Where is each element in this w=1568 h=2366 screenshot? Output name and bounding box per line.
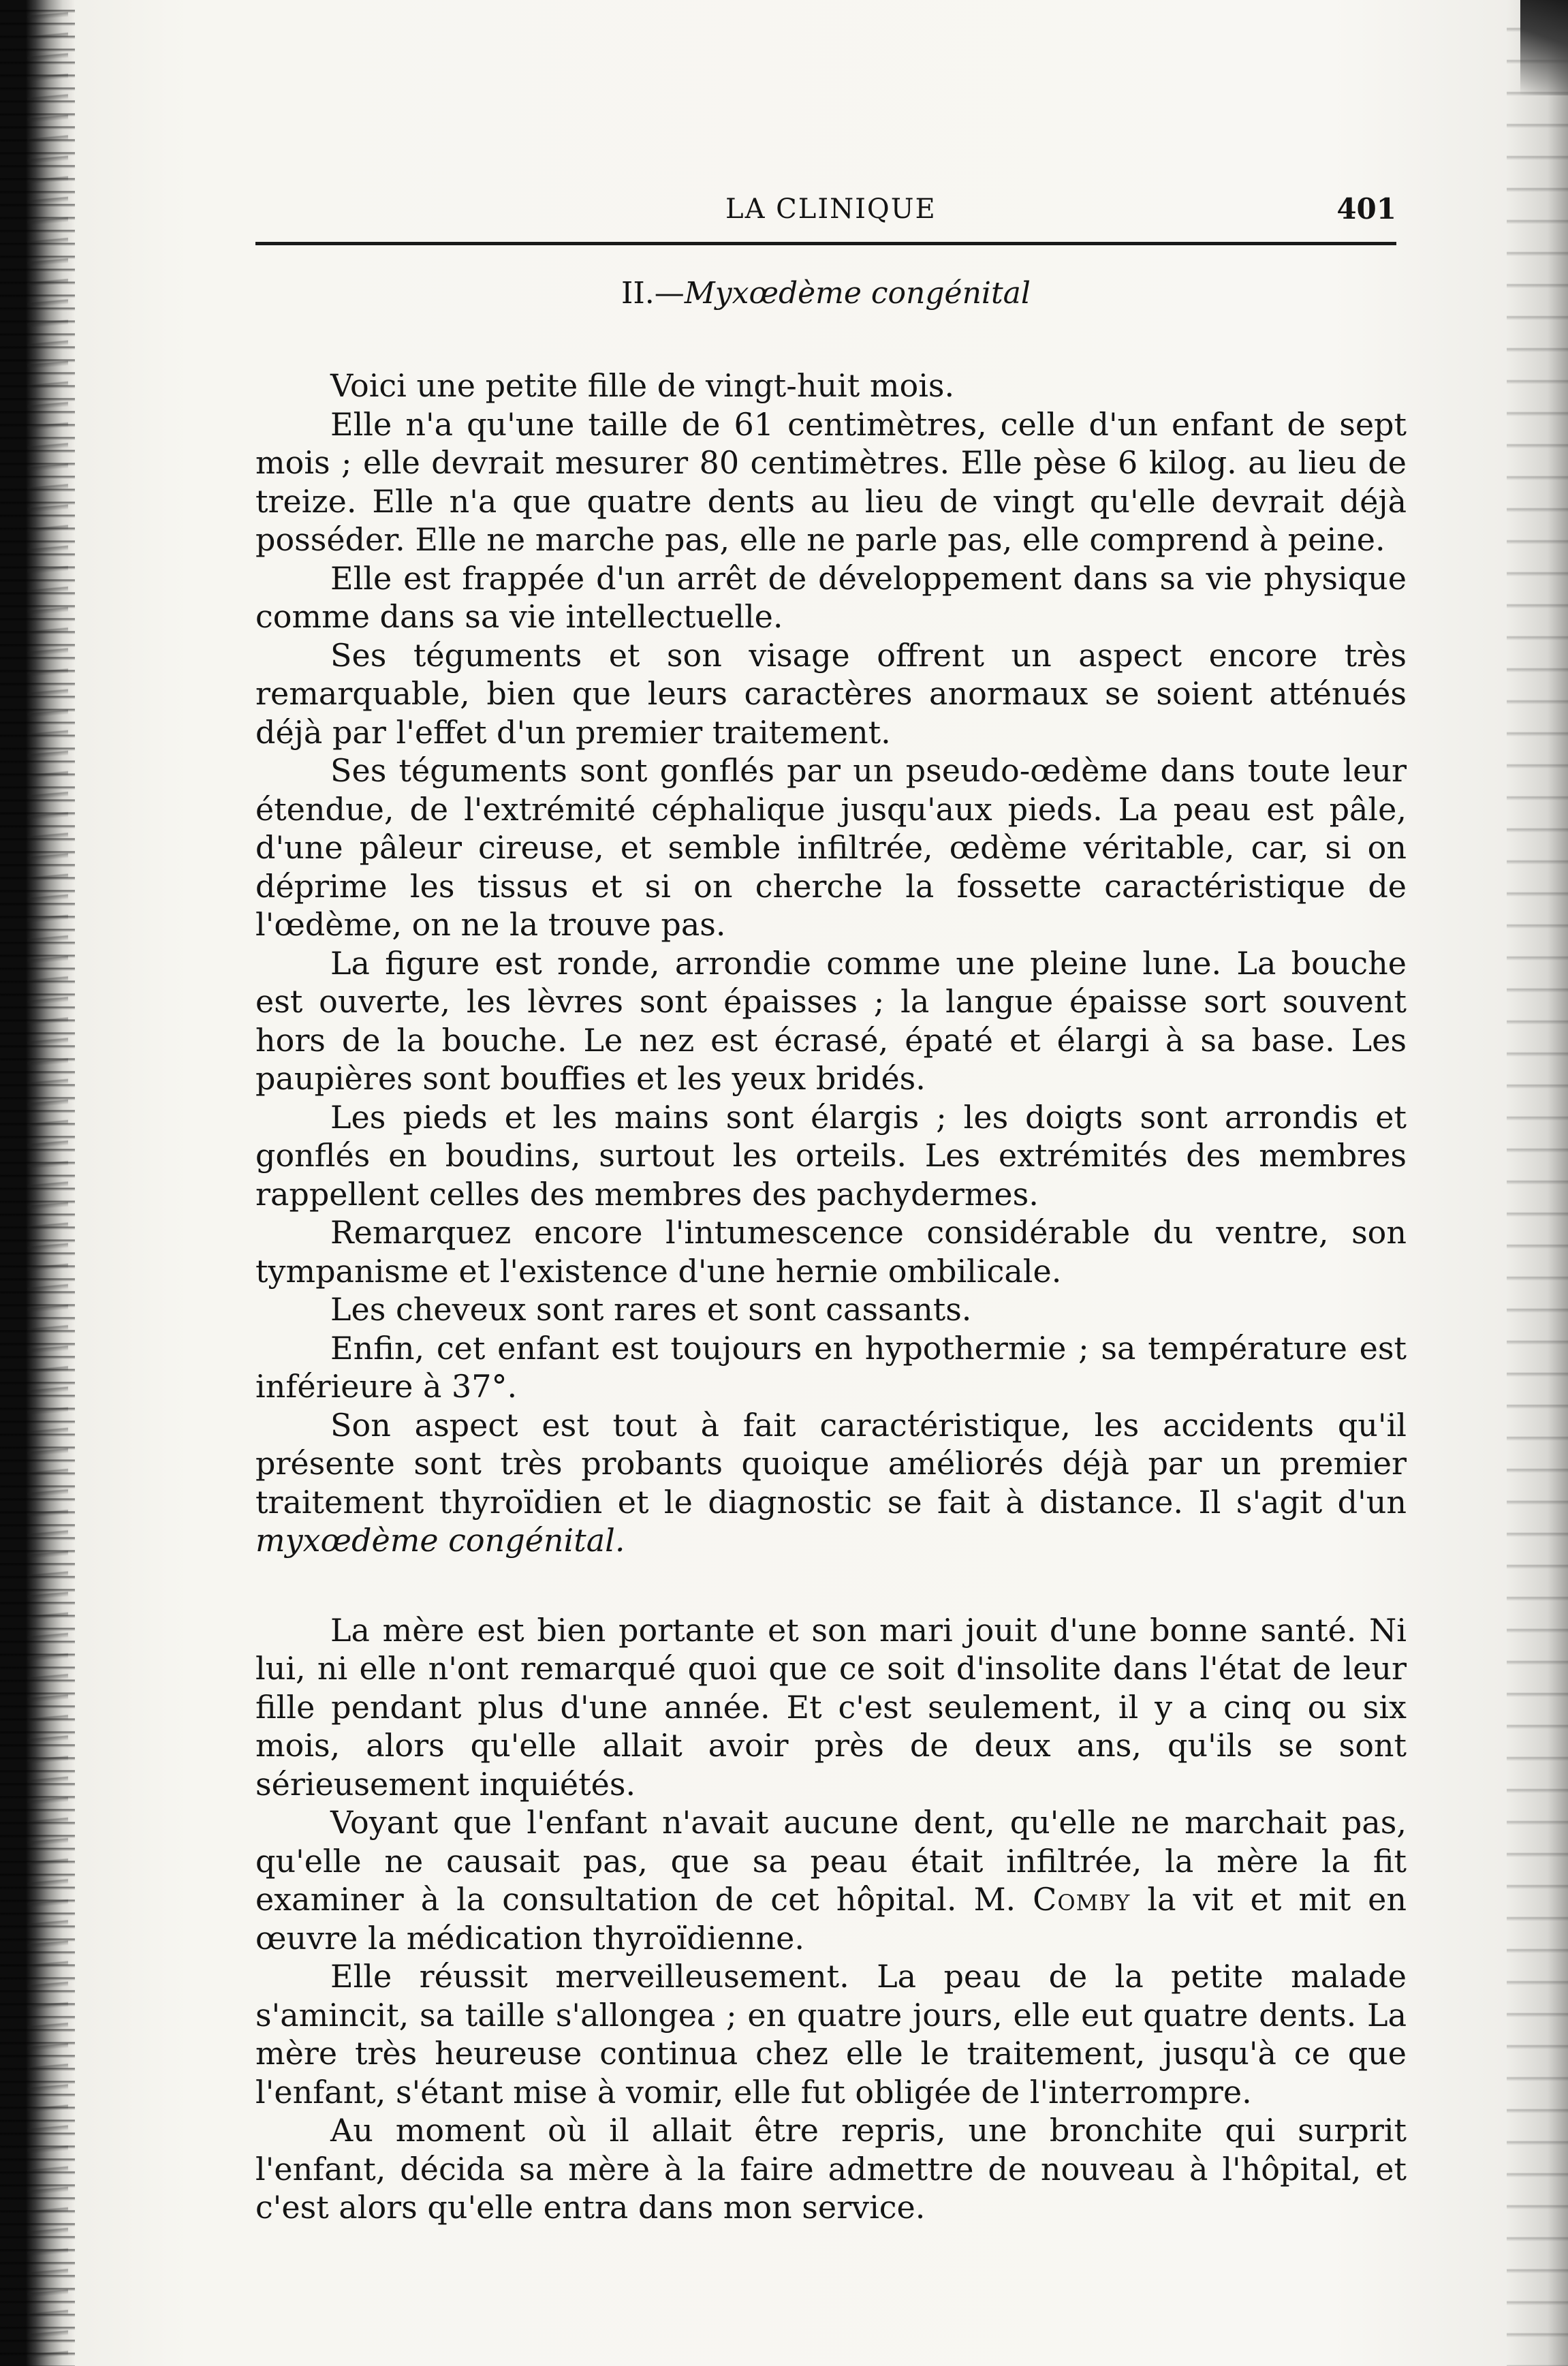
page-header bbox=[255, 184, 1396, 232]
paragraph: La mère est bien portante et son mari jouit d'une bonne santé. Ni lui, ni elle n'ont remarqué quoi que ce soit d'insolite dans l'état de leur fille pendant plus d'une année. Et c'est seulement, il y a cinq ou six mois, alors qu'elle allait avoir près de deux ans, qu'ils se sont sérieusement inquiétés. bbox=[255, 1611, 1407, 1803]
diagnosis-text: Son aspect est tout à fait caractéristique, les accidents qu'il présente sont très probants quoique améliorés déjà par un premier traitement thyroïdien et le diagnostic se fait à distance. Il s'agit d'un bbox=[255, 1406, 1407, 1521]
running-title: LA CLINIQUE bbox=[725, 193, 937, 225]
section-heading bbox=[255, 276, 1396, 311]
paragraph: Ses téguments sont gonflés par un pseudo-œdème dans toute leur étendue, de l'extrémité céphalique jusqu'aux pieds. La peau est pâle, d'une pâleur cireuse, et semble infiltrée, œdème véritable, car, si on déprime les tissus et si on cherche la fossette caractéristique de l'œdème, on ne la trouve pas. bbox=[255, 752, 1407, 943]
diagnosis-italic: myxœdème congénital. bbox=[255, 1522, 625, 1559]
body-text bbox=[255, 367, 1407, 2227]
paragraph: La figure est ronde, arrondie comme une pleine lune. La bouche est ouverte, les lèvres sont épaisses ; la langue épaisse sort souvent hors de la bouche. Le nez est écrasé, épaté et élargi à sa base. Les paupières sont bouffies et les yeux bridés. bbox=[255, 944, 1407, 1097]
paragraph: Voici une petite fille de vingt-huit mois. bbox=[330, 367, 955, 404]
paragraph: Ses téguments et son visage offrent un aspect encore très remarquable, bien que leurs caractères anormaux se soient atténués déjà par l'effet d'un premier traitement. bbox=[255, 636, 1407, 751]
page-number: 401 bbox=[1336, 192, 1396, 225]
paragraph: Elle n'a qu'une taille de 61 centimètres, celle d'un enfant de sept mois ; elle devrait mesurer 80 centimètres. Elle pèse 6 kilog. au lieu de treize. Elle n'a que quatre dents au lieu de vingt qu'elle devrait déjà posséder. Elle ne marche pas, elle ne parle pas, elle comprend à peine. bbox=[255, 405, 1407, 558]
paragraph: Elle réussit merveilleusement. La peau de la petite malade s'amincit, sa taille s'allongea ; en quatre jours, elle eut quatre dents. La mère très heureuse continua chez elle le traitement, jusqu'à ce que l'enfant, s'étant mise à vomir, elle fut obligée de l'interrompre. bbox=[255, 1958, 1407, 2111]
combv-after: la vit et mit en œuvre la médication thyroïdienne. bbox=[255, 1881, 1407, 1957]
paragraph: Les pieds et les mains sont élargis ; les doigts sont arrondis et gonflés en boudins, surtout les orteils. Les extrémités des membres rappellent celles des membres des pachydermes. bbox=[255, 1098, 1407, 1213]
paragraph-diagnosis bbox=[255, 1406, 1407, 1560]
paragraph: Elle est frappée d'un arrêt de développement dans sa vie physique comme dans sa vie intellectuelle. bbox=[255, 559, 1407, 635]
combv-name: Comby bbox=[1033, 1881, 1131, 1918]
binding-shadow bbox=[0, 0, 75, 2366]
paragraph: Au moment où il allait être repris, une bronchite qui surprit l'enfant, décida sa mère à la faire admettre de nouveau à l'hôpital, et c'est alors qu'elle entra dans mon service. bbox=[255, 2112, 1407, 2226]
section-number: II.— bbox=[621, 276, 685, 311]
section-title: Myxœdème congénital bbox=[684, 276, 1031, 311]
header-rule bbox=[255, 242, 1396, 245]
paragraph-combv bbox=[255, 1803, 1407, 1957]
paragraph: Les cheveux sont rares et sont cassants. bbox=[330, 1291, 972, 1328]
paragraph: Enfin, cet enfant est toujours en hypothermie ; sa température est inférieure à 37°. bbox=[255, 1329, 1407, 1405]
combv-before: Voyant que l'enfant n'avait aucune dent, qu'elle ne marchait pas, qu'elle ne causait pas, que sa peau était infiltrée, la mère la fit examiner à la consultation de cet hôpital. M. bbox=[255, 1804, 1407, 1918]
edge-shadow bbox=[1507, 0, 1568, 2366]
paragraph: Remarquez encore l'intumescence considérable du ventre, son tympanisme et l'existence d'une hernie ombilicale. bbox=[255, 1214, 1407, 1290]
corner-shadow bbox=[1520, 0, 1568, 95]
